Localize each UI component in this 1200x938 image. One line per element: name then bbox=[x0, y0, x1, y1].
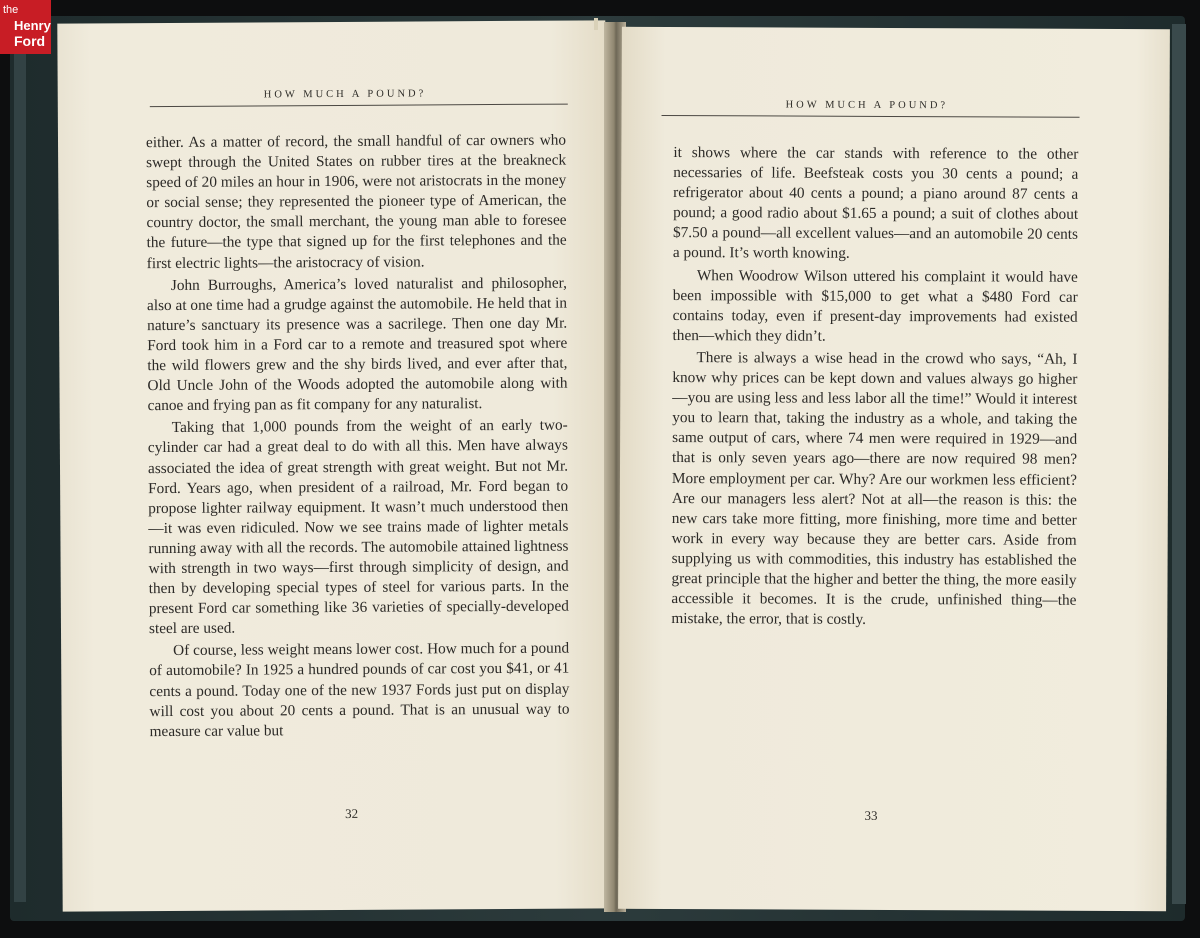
logo-line: the bbox=[3, 4, 19, 16]
body-text bbox=[671, 143, 1078, 631]
body-text bbox=[146, 131, 570, 742]
header-rule bbox=[150, 104, 568, 108]
logo-line: Henry bbox=[14, 18, 51, 33]
paragraph: There is always a wise head in the crowd who says, “Ah, I know why prices can be kept down and values always go higher—you are using less and less labor all the time!” Would it interest you to learn that, taking the industry as a whole, and taking the same output of cars, where 74 men were required in 1929—and that is only seven years ago—there are now required 98 men? More employment per car. Why? Are our workmen less efficient? Are our managers less alert? Not at all—the reason is this: the new cars take more fitting, more finishing, more time and better work in every way because they are better cars. Aside from supplying us with commodities, this industry has established the great principle that the higher and better the thing, the more easily accessible it becomes. It is the crude, unfinished thing—the mistake, the error, that is costly. bbox=[671, 349, 1078, 629]
left-page bbox=[57, 20, 610, 911]
logo-line: Ford bbox=[14, 33, 46, 49]
paragraph: it shows where the car stands with reference to the other necessaries of life. Beefsteak costs you 30 cents a pound; a refrigerator about 40 cents a pound; a piano around 87 cents a pound; a good radio about $1.65 a pound; a suit of clothes about $7.50 a pound—all excellent values—and an automobile 20 cents a pound. It’s worth knowing. bbox=[672, 144, 1079, 263]
paragraph: When Woodrow Wilson uttered his complaint it would have been impossible with $15,000 to get what a $480 Ford car contains today, even if present-day improvements had existed then—which they didn’t. bbox=[672, 266, 1078, 345]
running-head: HOW MUCH A POUND? bbox=[263, 88, 427, 101]
cover-edge-right bbox=[1172, 24, 1186, 904]
paragraph: John Burroughs, America’s loved naturalist and philosopher, also at one time had a grudge against the automobile. He held that in nature’s sanctuary its presence was a sacrilege. Then one day Mr. Ford took him in a Ford car to a remote and treasured spot where the wild flowers grew and the shy birds lived, and ever after that, Old Uncle John of the Woods adopted the automobile along with canoe and frying pan as fit company for any naturalist. bbox=[146, 274, 568, 415]
header-rule bbox=[662, 115, 1080, 118]
paragraph: Of course, less weight means lower cost. How much for a pound of automobile? In 1925 a hundred pounds of car cost you $41, or 41 cents a pound. Today one of the new 1937 Fords just put on display will cost you about 20 cents a pound. That is an unusual way to measure car value but bbox=[149, 639, 570, 740]
right-page bbox=[618, 27, 1170, 911]
page-number: 33 bbox=[864, 807, 878, 823]
running-head: HOW MUCH A POUND? bbox=[785, 99, 949, 112]
page-number: 32 bbox=[345, 805, 359, 821]
paragraph: either. As a matter of record, the small handful of car owners who swept through the United States on rubber tires at the breakneck speed of 20 miles an hour in 1906, were not aristocrats in the money or social sense; they represented the pioneer type of American, the country doctor, the small merchant, the young man able to foresee the future—the type that signed up for the first telephones and the first electric lights—the aristocracy of vision. bbox=[145, 131, 567, 272]
ribbon-marker bbox=[594, 18, 598, 30]
henry-ford-logo bbox=[0, 0, 51, 54]
paragraph: Taking that 1,000 pounds from the weight of an early two-cylinder car had a great deal to do with all this. Men have always associated the idea of great strength with great weight. But not Mr. Ford. Years ago, when president of a railroad, Mr. Ford began to propose lighter railway equipment. It wasn’t much understood then—it was even ridiculed. Now we see trains made of lighter metals running away with all the records. The automobile attained lightness with strength in two ways—first through simplicity of design, and then by developing special types of steel for various parts. In the present Ford car something like 36 varieties of specially-developed steel are used. bbox=[147, 416, 569, 638]
cover-edge-left bbox=[14, 22, 26, 902]
